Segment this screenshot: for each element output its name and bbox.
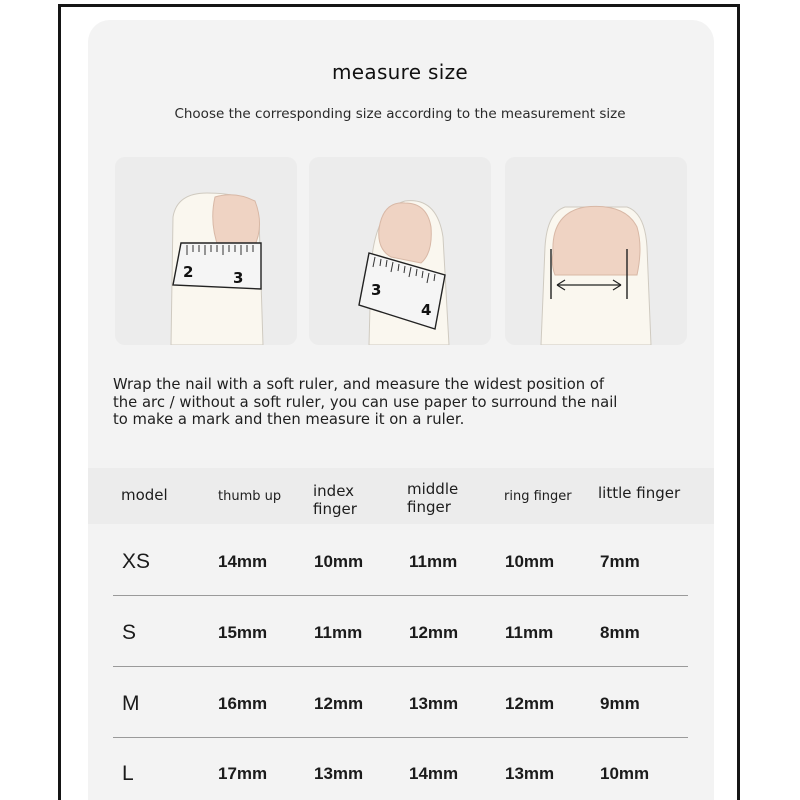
instruction-line: the arc / without a soft ruler, you can use paper to surround the nail xyxy=(113,393,618,411)
column-header-index: index finger xyxy=(313,482,357,518)
table-cell: 9mm xyxy=(600,694,640,713)
column-header-little: little finger xyxy=(598,484,681,502)
column-header-ring: ring finger xyxy=(504,489,572,504)
row-model-s: S xyxy=(122,621,137,644)
table-cell: 12mm xyxy=(409,623,459,642)
instruction-line: to make a mark and then measure it on a ruler. xyxy=(113,411,465,428)
table-cell: 13mm xyxy=(505,764,555,783)
table-cell: 10mm xyxy=(314,552,364,571)
table-cell: 7mm xyxy=(600,552,640,571)
column-header-middle: middle finger xyxy=(407,480,459,516)
instruction-line: Wrap the nail with a soft ruler, and measure the widest position of xyxy=(113,376,605,393)
ruler-tick-3: 3 xyxy=(233,269,244,287)
row-divider xyxy=(113,666,688,667)
table-cell: 13mm xyxy=(314,764,364,783)
row-divider xyxy=(113,595,688,596)
row-model-l: L xyxy=(122,762,134,785)
table-cell: 8mm xyxy=(600,623,640,642)
table-cell: 12mm xyxy=(505,694,555,713)
nail-width-arrow-icon xyxy=(505,157,687,345)
ruler-tick-2: 2 xyxy=(183,263,194,281)
table-cell: 16mm xyxy=(218,694,268,713)
page-subtitle: Choose the corresponding size according to the measurement size xyxy=(174,106,626,122)
page-title: measure size xyxy=(332,60,468,84)
column-header-model: model xyxy=(121,486,168,504)
ruler-tick-4: 4 xyxy=(421,301,432,319)
finger-wrap-ruler-icon xyxy=(115,157,297,345)
table-cell: 10mm xyxy=(600,764,650,783)
column-header-thumb: thumb up xyxy=(218,489,282,504)
row-model-m: M xyxy=(122,692,140,715)
table-cell: 11mm xyxy=(314,623,363,642)
table-cell: 11mm xyxy=(409,552,458,571)
table-cell: 11mm xyxy=(505,623,554,642)
table-cell: 14mm xyxy=(409,764,459,783)
finger-wrap-ruler-angled-icon xyxy=(309,157,491,345)
row-divider xyxy=(113,737,688,738)
table-cell: 13mm xyxy=(409,694,459,713)
table-cell: 12mm xyxy=(314,694,364,713)
table-cell: 10mm xyxy=(505,552,555,571)
table-cell: 17mm xyxy=(218,764,268,783)
ruler-tick-3: 3 xyxy=(371,281,382,299)
table-cell: 14mm xyxy=(218,552,268,571)
row-model-xs: XS xyxy=(122,550,151,573)
measurement-instructions xyxy=(113,376,693,429)
table-cell: 15mm xyxy=(218,623,268,642)
